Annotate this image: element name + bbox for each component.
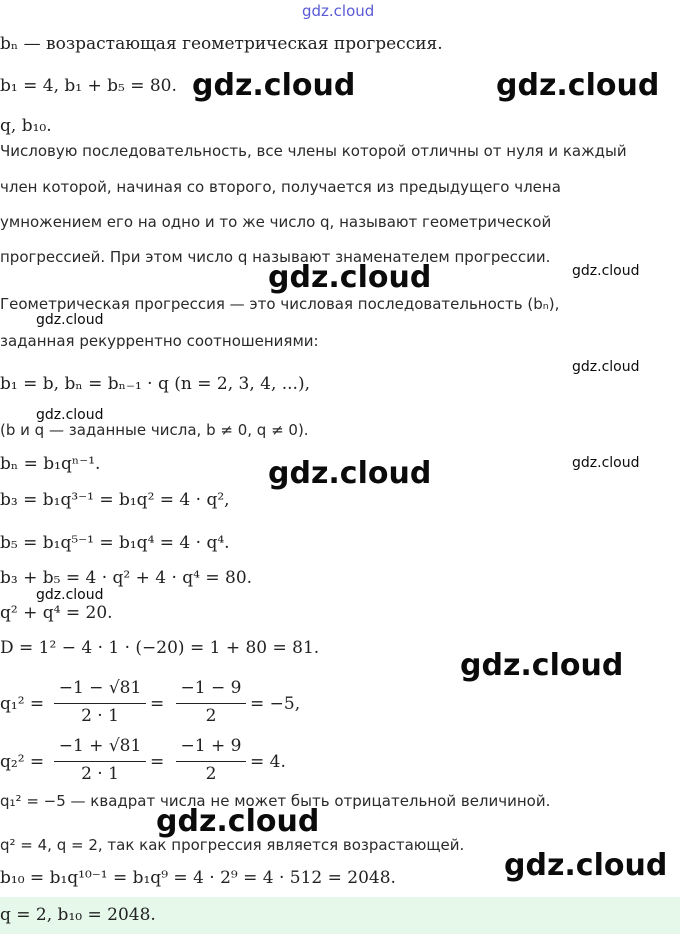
- definition-line-5: Геометрическая прогрессия — это числовая последовательность (bₙ),: [0, 295, 560, 313]
- definition-line-1: Числовую последовательность, все члены которой отличны от нуля и каждый: [0, 142, 627, 160]
- recurrence-formula: b₁ = b, bₙ = bₙ₋₁ · q (n = 2, 3, 4, ...),: [0, 374, 311, 394]
- watermark-top: gdz.cloud: [302, 2, 375, 20]
- q2-frac2-numerator: −1 + 9: [180, 736, 242, 756]
- b10-calculation: b₁₀ = b₁q¹⁰⁻¹ = b₁q⁹ = 4 · 2⁹ = 4 · 512 = 2048.: [0, 868, 396, 888]
- nth-term-formula: bₙ = b₁qⁿ⁻¹.: [0, 454, 101, 474]
- fraction-bar: [176, 761, 246, 762]
- equals-sign: =: [150, 694, 165, 714]
- watermark: gdz.cloud: [192, 68, 356, 103]
- watermark: gdz.cloud: [268, 260, 432, 295]
- conditions-line: (b и q — заданные числа, b ≠ 0, q ≠ 0).: [0, 421, 309, 439]
- definition-line-2: член которой, начиная со второго, получается из предыдущего члена: [0, 178, 561, 196]
- q1-frac2-numerator: −1 − 9: [180, 678, 242, 698]
- b5-calculation: b₅ = b₁q⁵⁻¹ = b₁q⁴ = 4 · q⁴.: [0, 533, 230, 553]
- watermark: gdz.cloud: [156, 804, 320, 839]
- q2-frac1-denominator: 2 · 1: [81, 764, 119, 784]
- q2-frac2-denominator: 2: [205, 764, 217, 784]
- watermark: gdz.cloud: [36, 312, 104, 328]
- watermark: gdz.cloud: [36, 407, 104, 423]
- fraction-bar: [54, 761, 146, 762]
- q1-lhs: q₁² =: [0, 694, 45, 714]
- watermark: gdz.cloud: [572, 455, 640, 471]
- definition-line-4: прогрессией. При этом число q называют знаменателем прогрессии.: [0, 248, 551, 266]
- watermark: gdz.cloud: [572, 359, 640, 375]
- watermark: gdz.cloud: [460, 648, 624, 683]
- answer-box: [0, 897, 680, 934]
- watermark: gdz.cloud: [496, 68, 660, 103]
- negative-square-note: q₁² = −5 — квадрат числа не может быть отрицательной величиной.: [0, 792, 551, 810]
- quartic-equation: q² + q⁴ = 20.: [0, 603, 113, 623]
- definition-line-3: умножением его на одно и то же число q, называют геометрической: [0, 213, 552, 231]
- q1-result: = −5,: [250, 694, 301, 714]
- q-value-line: q² = 4, q = 2, так как прогрессия является возрастающей.: [0, 836, 465, 854]
- q1-frac1-denominator: 2 · 1: [81, 706, 119, 726]
- find-line: q, b₁₀.: [0, 116, 52, 136]
- q2-result: = 4.: [250, 752, 286, 772]
- q1-frac1-numerator: −1 − √81: [58, 678, 142, 698]
- discriminant: D = 1² − 4 · 1 · (−20) = 1 + 80 = 81.: [0, 638, 320, 658]
- watermark: gdz.cloud: [572, 263, 640, 279]
- sum-equation: b₃ + b₅ = 4 · q² + 4 · q⁴ = 80.: [0, 568, 253, 588]
- q2-frac1-numerator: −1 + √81: [58, 736, 142, 756]
- b3-calculation: b₃ = b₁q³⁻¹ = b₁q² = 4 · q²,: [0, 490, 230, 510]
- equals-sign: =: [150, 752, 165, 772]
- definition-line-6: заданная рекуррентно соотношениями:: [0, 332, 319, 350]
- watermark: gdz.cloud: [504, 848, 668, 883]
- fraction-bar: [176, 703, 246, 704]
- q1-frac2-denominator: 2: [205, 706, 217, 726]
- watermark: gdz.cloud: [268, 456, 432, 491]
- fraction-bar: [54, 703, 146, 704]
- answer-text: q = 2, b₁₀ = 2048.: [0, 905, 156, 925]
- given-description: bₙ — возрастающая геометрическая прогрессия.: [0, 34, 443, 54]
- watermark: gdz.cloud: [36, 587, 104, 603]
- given-values: b₁ = 4, b₁ + b₅ = 80.: [0, 76, 177, 96]
- q2-lhs: q₂² =: [0, 752, 45, 772]
